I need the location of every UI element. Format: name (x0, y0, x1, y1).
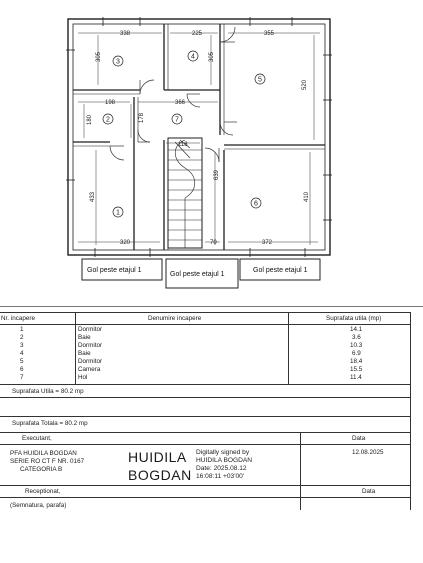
staircase (168, 140, 202, 248)
room-number-3: 3 (116, 58, 120, 66)
cell-nr: 5 (20, 358, 24, 365)
table-row (0, 350, 410, 358)
signature-name-line1: HUIDILA (128, 449, 187, 465)
table-row (0, 366, 410, 374)
dim-stair-bottom: 70 (210, 240, 217, 246)
suprafata-utila: Suprafata Utila = 80.2 mp (12, 388, 84, 395)
door-swings (110, 27, 237, 162)
dim-room7-width: 366 (175, 100, 186, 106)
signature-name-line2: BOGDAN (128, 467, 192, 483)
digital-signature (128, 446, 278, 484)
table-row (0, 342, 410, 350)
void-label-left: Gol peste etajul 1 (87, 267, 142, 274)
cell-area: 18.4 (350, 358, 363, 365)
plan-walls (66, 17, 332, 257)
signature-date: 12.08.2025 (352, 449, 384, 456)
cell-nr: 3 (20, 342, 24, 349)
executant-line-1: PFA HUIDILA BOGDAN (10, 450, 77, 457)
dim-room4-width: 225 (192, 31, 203, 37)
cell-name: Camera (78, 366, 101, 373)
suprafata-totala: Suprafata Totala = 80.2 mp (12, 420, 88, 427)
cell-area: 3.6 (352, 334, 361, 341)
signature-info-2: HUIDILA BOGDAN (196, 457, 253, 464)
area-table (0, 312, 423, 562)
cell-name: Baie (78, 334, 91, 341)
dim-room4-height: 305 (209, 51, 215, 62)
cell-name: Dormitor (78, 358, 103, 365)
cell-name: Hol (78, 374, 88, 381)
cell-nr: 1 (20, 326, 24, 333)
page-break-line (0, 306, 423, 307)
signature-info-4: 16:08:11 +03'00' (196, 473, 245, 480)
cell-area: 15.5 (350, 366, 363, 373)
data-label-1: Data (352, 435, 366, 442)
dim-room5-width: 355 (264, 31, 275, 37)
dim-room1-height: 433 (90, 191, 96, 202)
cell-name: Dormitor (78, 326, 103, 333)
room-number-4: 4 (191, 53, 195, 61)
room-number-5: 5 (258, 76, 262, 84)
room-number-6: 6 (254, 200, 258, 208)
cell-nr: 2 (20, 334, 24, 341)
cell-nr: 6 (20, 366, 24, 373)
data-label-2: Data (362, 488, 376, 495)
receptionat-label: Receptionat, (25, 488, 61, 495)
dim-hall-height: 178 (139, 112, 145, 123)
dim-room6-bottom: 372 (262, 240, 273, 246)
dim-room5-height: 520 (302, 79, 308, 90)
dim-room1-bottom: 320 (120, 240, 131, 246)
executant-line-2: SERIE RO CT F NR. 0167 (10, 458, 85, 465)
dim-room6-height: 410 (304, 191, 310, 202)
signature-info-3: Date: 2025.08.12 (196, 465, 247, 472)
table-row (0, 334, 410, 342)
dim-stair-height: 639 (214, 169, 220, 180)
room-number-2: 2 (106, 116, 110, 124)
room-number-1: 1 (116, 209, 120, 217)
void-label-right: Gol peste etajul 1 (253, 267, 308, 274)
header-name: Denumire incapere (148, 315, 202, 322)
table-row (0, 374, 410, 382)
executant-line-3: CATEGORIA B (20, 466, 63, 473)
cell-name: Dormitor (78, 342, 103, 349)
table-row (0, 358, 410, 366)
cell-area: 14.1 (350, 326, 363, 333)
dim-room3-height: 305 (96, 51, 102, 62)
header-area: Suprafata utila (mp) (326, 315, 382, 322)
void-label-center: Gol peste etajul 1 (170, 271, 225, 278)
cell-nr: 4 (20, 350, 24, 357)
cell-area: 10.3 (350, 342, 363, 349)
dim-room2-width: 198 (105, 100, 116, 106)
signature-info-1: Digitally signed by (196, 449, 250, 456)
dim-stair-width: 118 (178, 142, 188, 148)
cell-area: 11.4 (350, 374, 362, 381)
room-number-7: 7 (175, 116, 179, 124)
cell-area: 6.9 (352, 350, 361, 357)
table-row (0, 326, 410, 334)
dim-room2-height: 180 (87, 114, 93, 125)
executant-label: Executant, (22, 435, 52, 442)
header-nr: Nr. incapere (1, 315, 35, 322)
cell-name: Baie (78, 350, 91, 357)
cell-nr: 7 (20, 374, 24, 381)
semnatura-label: (Semnatura, parafa) (10, 502, 67, 509)
dim-room3-width: 338 (120, 31, 131, 37)
room-markers (103, 51, 265, 217)
